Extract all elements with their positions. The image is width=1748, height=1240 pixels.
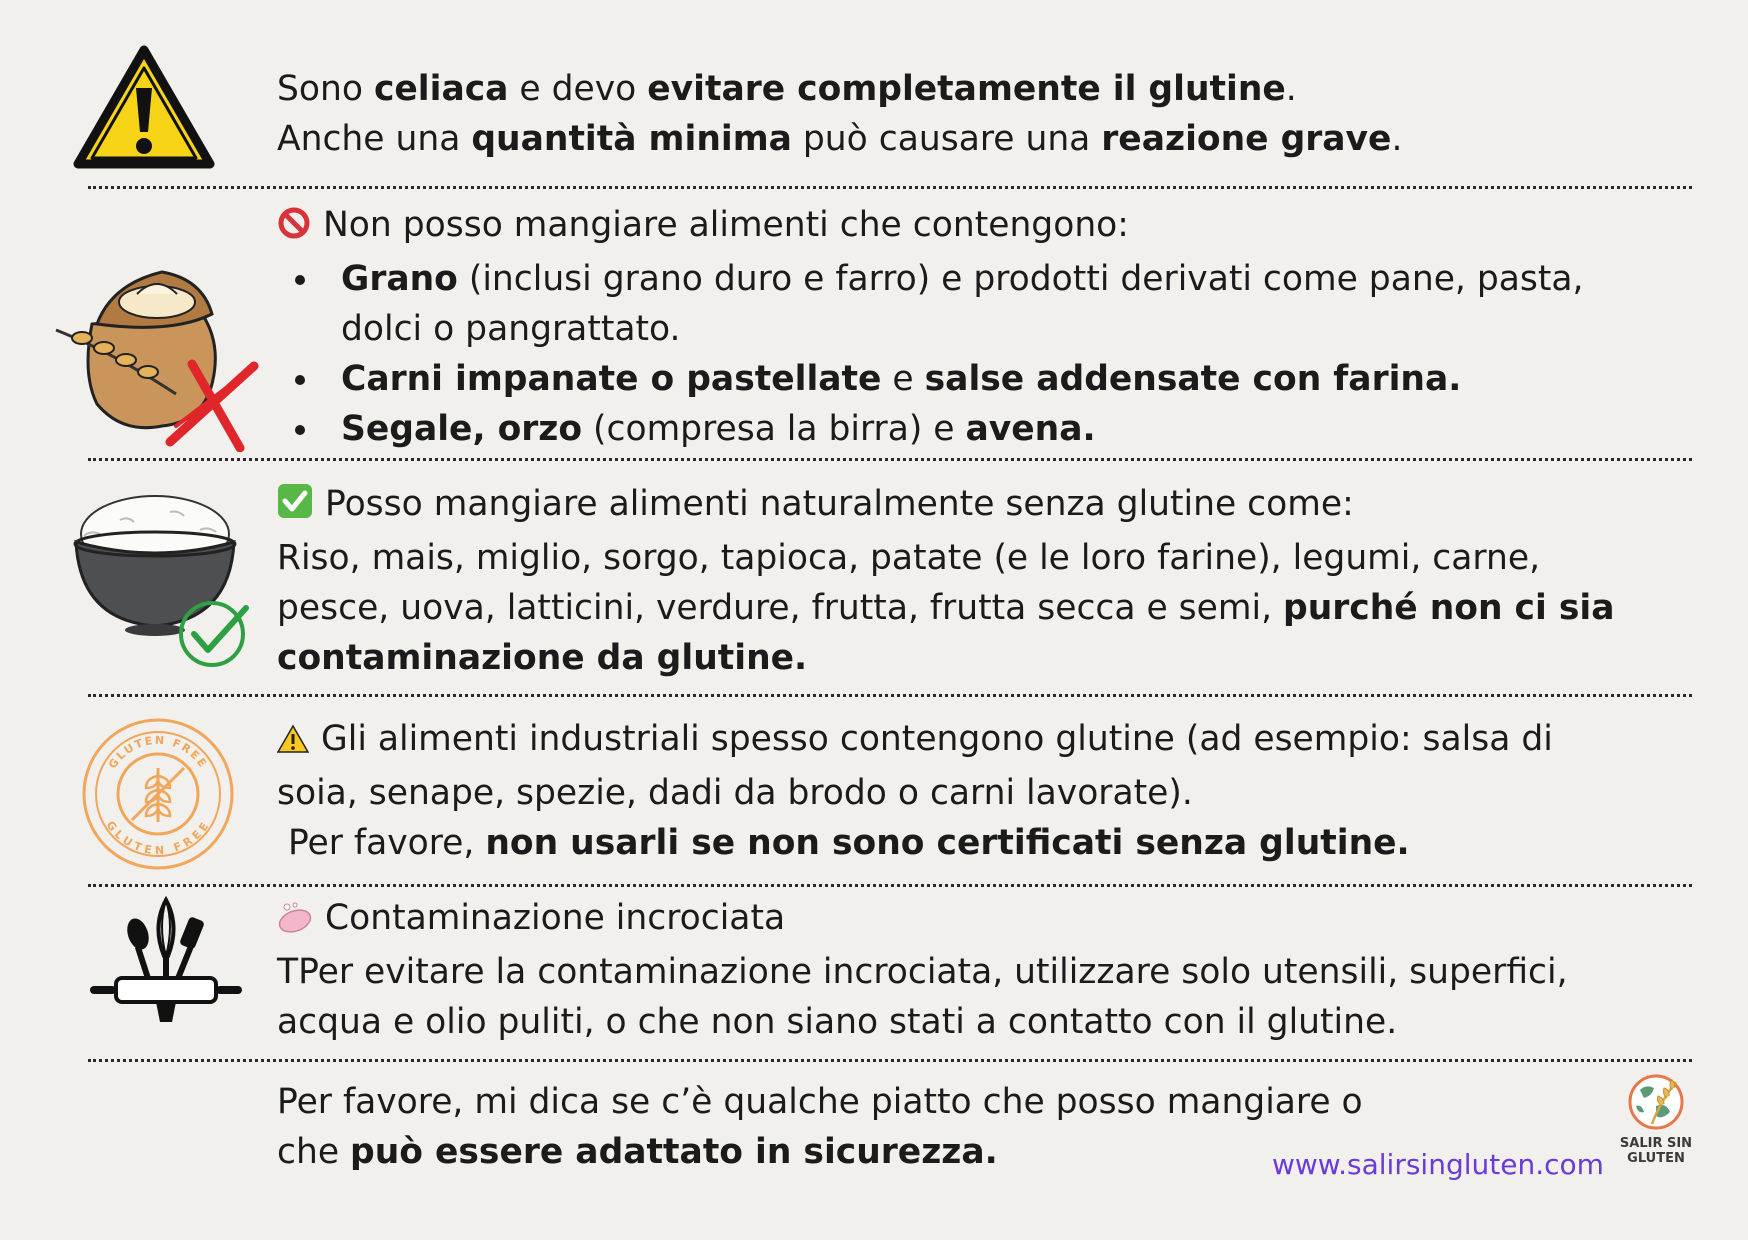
closing-text <box>277 1077 1377 1177</box>
closing-line-2 <box>277 1127 1377 1177</box>
text-run: Anche una <box>277 119 472 159</box>
list-item <box>277 354 1607 404</box>
text-run: e devo <box>508 69 648 109</box>
text-run: può causare una <box>791 119 1102 159</box>
list-item <box>277 254 1607 354</box>
allowed-text <box>277 479 1647 683</box>
warning-text <box>277 64 1677 164</box>
text-run: purché non ci sia contaminazione da glutine. <box>277 588 1615 678</box>
industrial-line-2 <box>277 818 1617 868</box>
warning-triangle-icon <box>72 44 216 176</box>
red-x-icon <box>162 356 262 456</box>
text-run: avena. <box>965 409 1096 449</box>
green-check-icon <box>176 598 254 672</box>
text-run: può essere adattato in sicurezza. <box>350 1132 998 1172</box>
divider-2 <box>88 458 1692 461</box>
svg-text:GLUTEN FREE <box>106 734 210 771</box>
forbidden-text <box>277 200 1677 454</box>
cross-text <box>277 893 1617 1047</box>
text-run: (compresa la birra) e <box>582 409 966 449</box>
text-run: salse addensate con farina. <box>924 359 1462 399</box>
warning-line-2 <box>277 114 1677 164</box>
allowed-heading: Posso mangiare alimenti naturalmente senza glutine come: <box>277 479 1647 533</box>
gluten-free-badge-icon <box>80 716 236 876</box>
text-run: Riso, mais, miglio, sorgo, tapioca, patate (e le loro farine), legumi, carne, pesce, uova, latticini, verdure, frutta, frutta secca e semi, <box>277 538 1541 628</box>
forbidden-heading: Non posso mangiare alimenti che contengono: <box>277 200 1677 254</box>
cross-heading: Contaminazione incrociata <box>277 893 1617 947</box>
text-run: reazione grave <box>1101 119 1392 159</box>
text-run: . <box>1285 69 1297 109</box>
text-run: e <box>881 359 925 399</box>
divider-1 <box>88 186 1692 189</box>
kitchen-utensils-icon <box>86 896 246 1030</box>
brand-logo <box>1606 1072 1706 1166</box>
text-run: Per favore, mi dica se c’è qualche piatto che posso mangiare o <box>277 1082 1363 1122</box>
industrial-body <box>277 714 1617 818</box>
text-run: che <box>277 1132 351 1172</box>
text-run: (inclusi grano duro e farro) e prodotti derivati come pane, pasta, dolci o pangrattato. <box>341 259 1584 349</box>
text-run: Sono <box>277 69 374 109</box>
warning-small-icon <box>277 718 309 768</box>
industrial-text <box>277 714 1617 868</box>
divider-3 <box>88 694 1692 697</box>
text-run: . <box>1391 119 1403 159</box>
check-mark-button-icon <box>277 483 313 533</box>
text-run: Segale, orzo <box>341 409 583 449</box>
cross-body: TPer evitare la contaminazione incrociata, utilizzare solo utensili, superfici, acqua e olio puliti, o che non siano stati a contatto con il glutine. <box>277 952 1568 1042</box>
badge-text-top: GLUTEN FREE <box>106 733 210 772</box>
soap-icon <box>277 897 313 947</box>
text-run: Grano <box>341 259 458 299</box>
allowed-body <box>277 533 1647 683</box>
divider-5 <box>88 1059 1692 1062</box>
no-entry-icon <box>277 204 311 254</box>
badge-text-bottom: GLUTEN FREE <box>103 818 213 858</box>
globe-wheat-logo-icon <box>1626 1072 1686 1132</box>
forbidden-list <box>277 254 1607 454</box>
warning-line-1 <box>277 64 1677 114</box>
list-item <box>277 404 1607 454</box>
text-run: quantità minima <box>471 119 792 159</box>
text-run: evitare completamente il glutine <box>647 69 1286 109</box>
text-run: Gli alimenti industriali spesso contengono glutine (ad esempio: salsa di soia, senape, spezie, dadi da brodo o carni lavorate). <box>277 719 1553 813</box>
text-run: Per favore, <box>277 823 486 863</box>
brand-line-1: SALIR SIN <box>1619 1136 1693 1151</box>
text-run: non usarli se non sono certificati senza glutine. <box>485 823 1410 863</box>
svg-text:GLUTEN FREE <box>104 819 213 858</box>
brand-line-2: GLUTEN <box>1627 1151 1685 1166</box>
website-link[interactable]: www.salirsingluten.com <box>1272 1148 1604 1181</box>
divider-4 <box>88 884 1692 887</box>
closing-line-1 <box>277 1077 1377 1127</box>
text-run: Carni impanate o pastellate <box>341 359 882 399</box>
text-run: celiaca <box>373 69 509 109</box>
